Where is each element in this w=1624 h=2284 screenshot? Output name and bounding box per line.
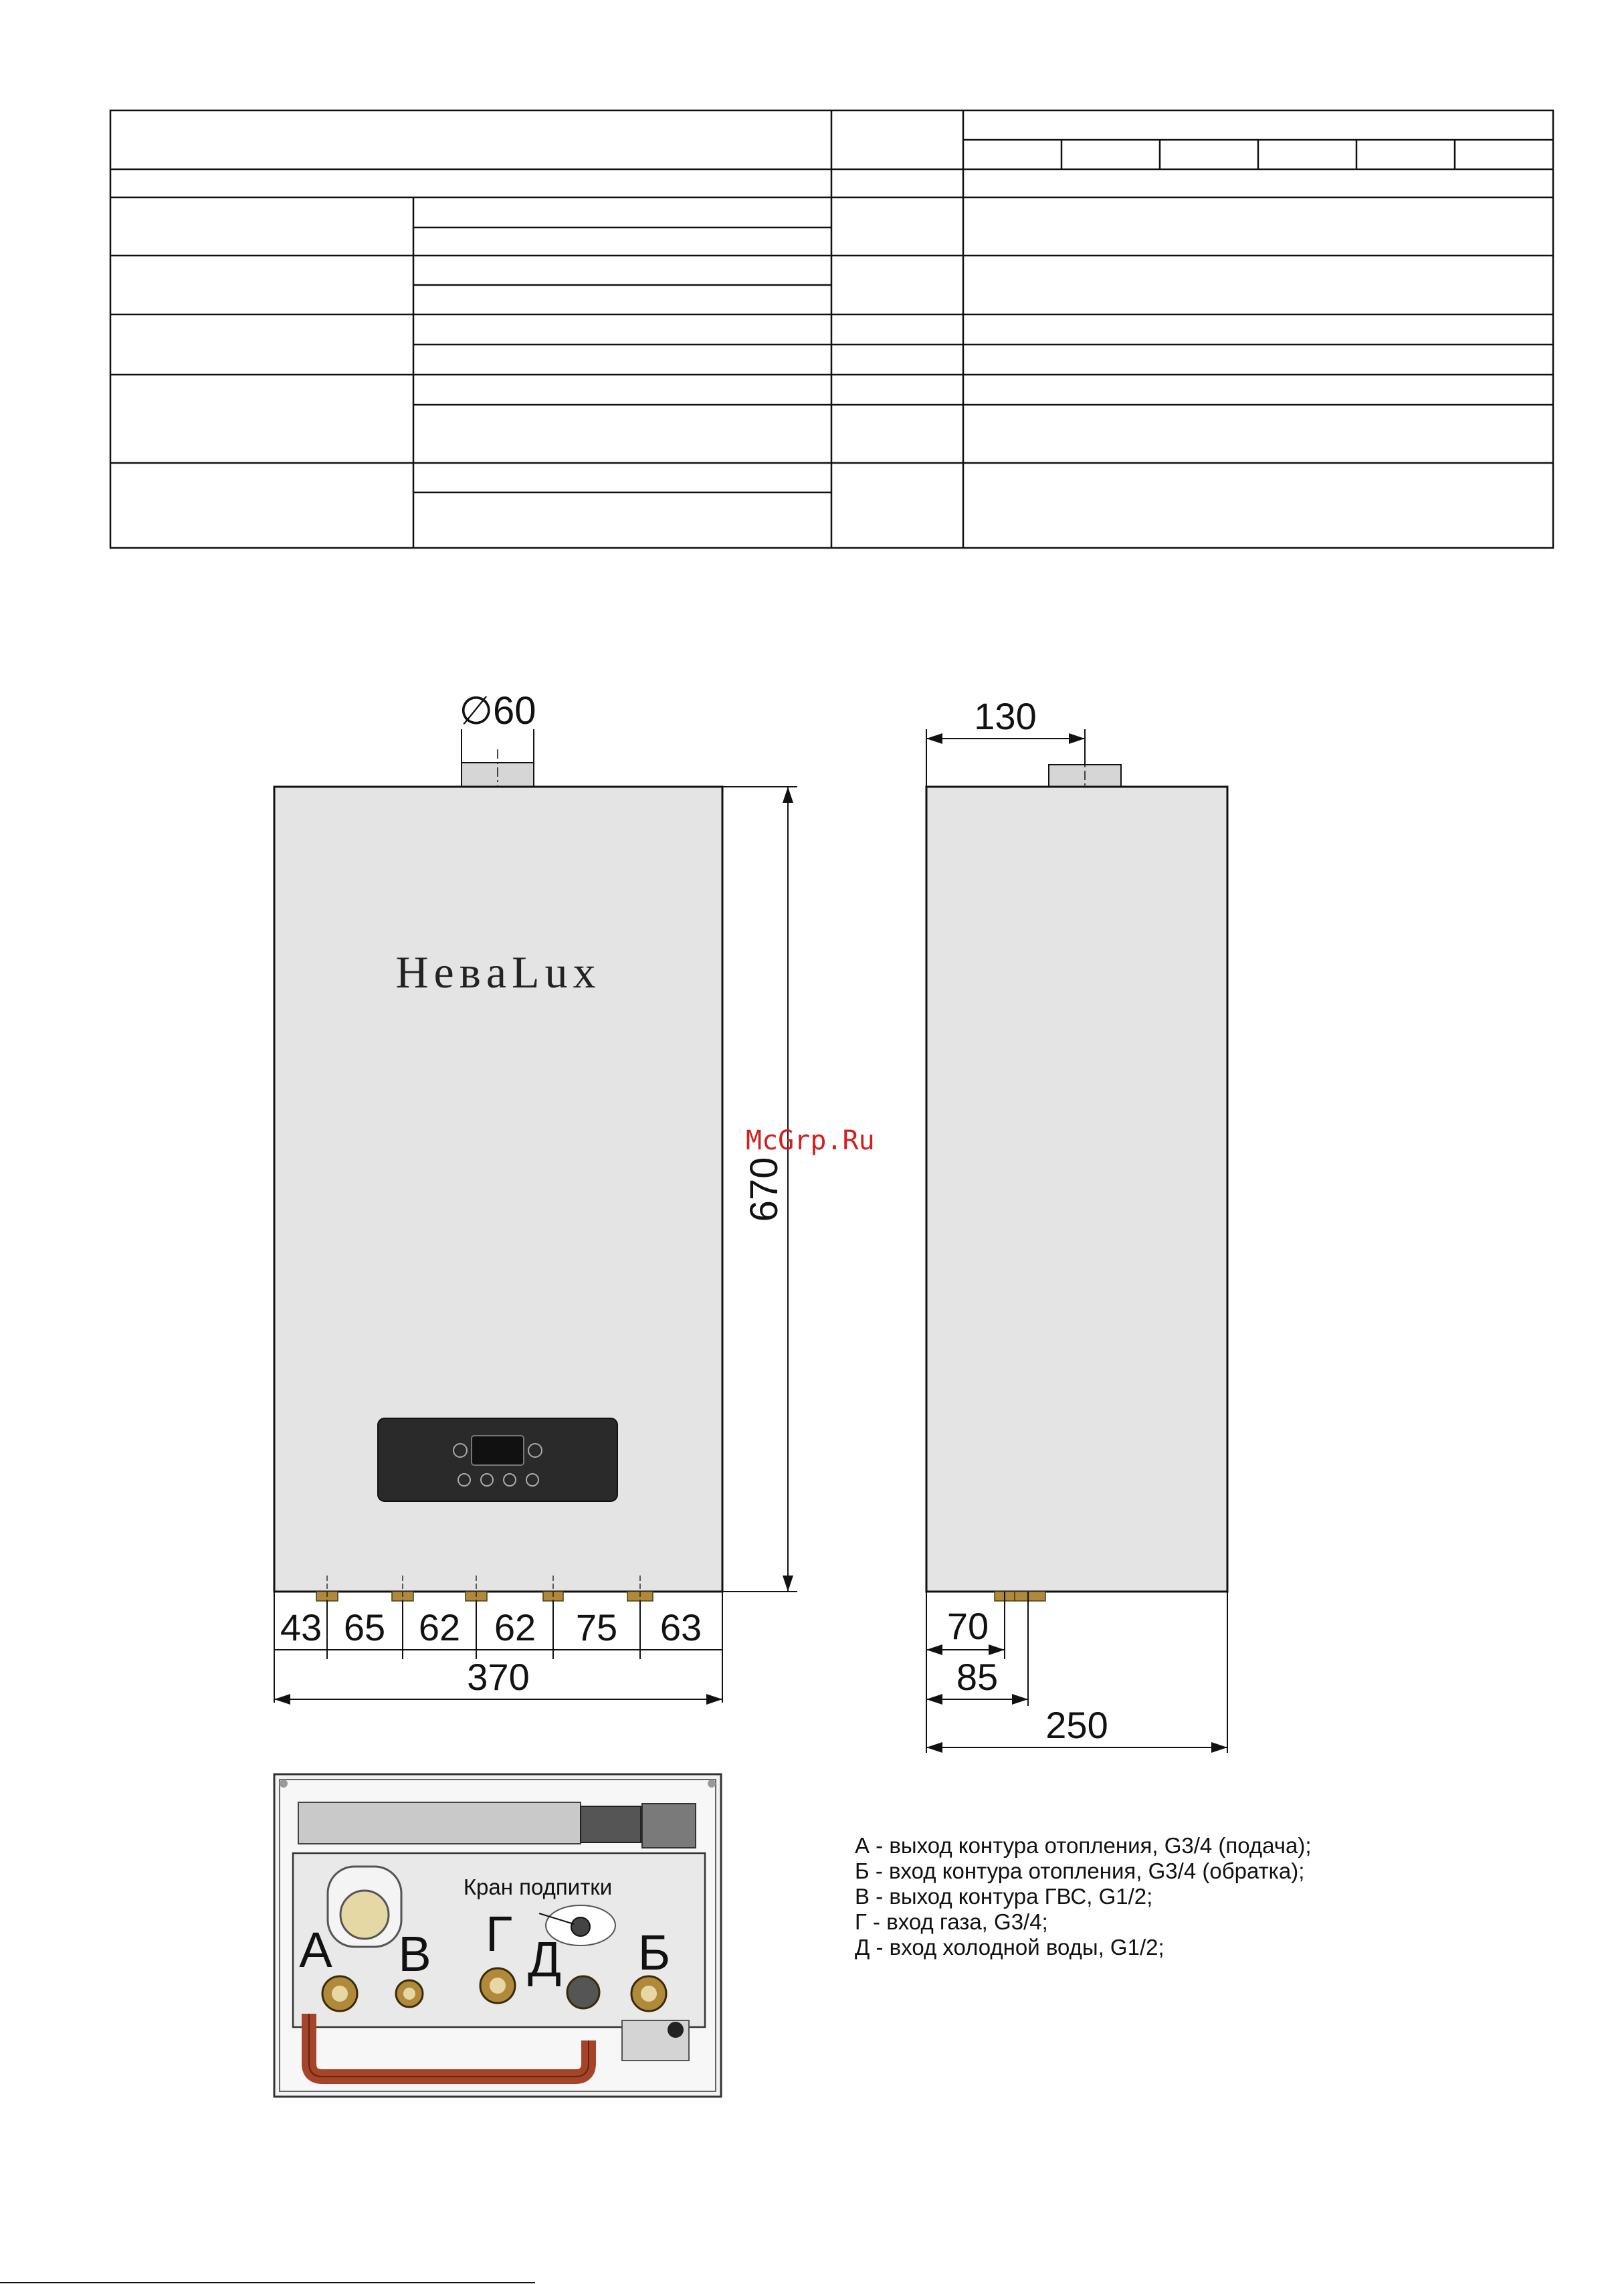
depth-label: 250	[1045, 1704, 1108, 1746]
brand-logo: HeвaLux	[395, 947, 601, 997]
segment-label-6: 63	[659, 1606, 702, 1648]
button-4-icon	[526, 1474, 538, 1486]
segment-label-3: 62	[418, 1606, 461, 1648]
bottom-fittings	[316, 1592, 653, 1601]
legend-item-a: А - выход контура отопления, G3/4 (подача);	[855, 1833, 1312, 1858]
segment-label-2: 65	[343, 1606, 386, 1648]
control-panel	[378, 1418, 617, 1501]
spec-table	[110, 110, 1553, 548]
width-label: 370	[467, 1656, 530, 1698]
button-1-icon	[458, 1474, 470, 1486]
button-2-icon	[481, 1474, 493, 1486]
legend-item-d: Д - вход холодной воды, G1/2;	[855, 1935, 1164, 1960]
flue-diameter-label: ∅60	[459, 689, 536, 733]
display-screen	[472, 1436, 524, 1465]
marker-d: Д	[527, 1931, 562, 1987]
side-view	[926, 753, 1227, 1601]
connection-legend	[855, 1833, 1312, 1960]
pipe-offset-2-label: 85	[956, 1656, 999, 1698]
segment-label-1: 43	[280, 1606, 322, 1648]
boiler-side-body	[926, 787, 1227, 1592]
pipe-offset-1-label: 70	[946, 1605, 989, 1647]
valve-label: Кран подпитки	[463, 1875, 613, 1899]
legend-item-v: В - выход контура ГВС, G1/2;	[855, 1884, 1153, 1909]
legend-item-b: Б - вход контура отопления, G3/4 (обратка);	[855, 1859, 1305, 1883]
front-view	[274, 749, 722, 1619]
height-label: 670	[742, 1157, 786, 1222]
marker-b: Б	[637, 1925, 671, 1980]
flue-offset-label: 130	[974, 695, 1037, 737]
segment-label-4: 62	[494, 1606, 536, 1648]
make-up-valve-icon	[571, 1917, 590, 1936]
segment-label-5: 75	[575, 1606, 618, 1648]
watermark: McGrp.Ru	[746, 1125, 875, 1156]
bottom-segment-labels	[280, 1606, 702, 1648]
marker-g: Г	[485, 1906, 513, 1962]
marker-a: А	[299, 1922, 332, 1978]
knob-right-icon	[528, 1444, 542, 1457]
bottom-view-image	[274, 1774, 721, 2097]
button-3-icon	[504, 1474, 516, 1486]
side-fitting-2	[1015, 1592, 1045, 1601]
legend-item-g: Г - вход газа, G3/4;	[855, 1909, 1048, 1934]
marker-v: В	[398, 1926, 431, 1982]
knob-left-icon	[453, 1444, 467, 1457]
fitting-d-icon	[567, 1976, 599, 2008]
